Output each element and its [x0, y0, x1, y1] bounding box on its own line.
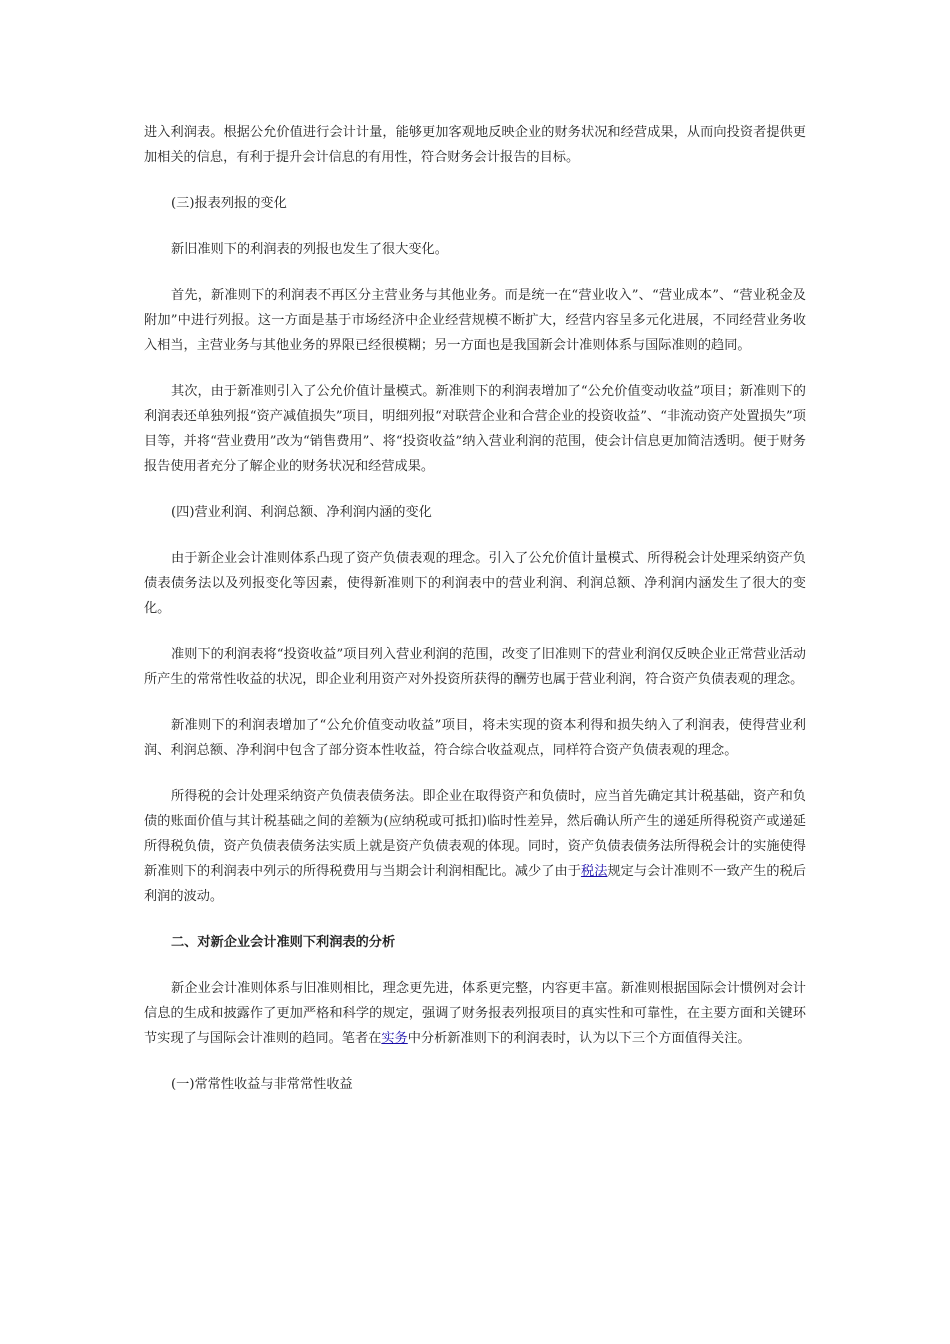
section-heading [144, 930, 806, 955]
document-page [144, 120, 806, 1118]
text-run: 所得税的会计处理采纳资产负债表债务法。即企业在取得资产和负债时，应当首先确定其计税基础，资产和负债的账面价值与其计税基础之间的差额为(应纳税或可抵扣)临时性差异，然后确认所产生的递延所得税资产或递延所得税负债，资产负债表债务法实质上就是资产负债表观的体现。同时，资产负债表债务法所得税会计的实施使得新准则下的利润表中列示的所得税费用与当期会计利润相配比。减少了由于 [144, 789, 806, 879]
text-run: 新企业会计准则体系与旧准则相比，理念更先进，体系更完整，内容更丰富。新准则根据国际会计惯例对会计信息的生成和披露作了更加严格和科学的规定，强调了财务报表列报项目的真实性和可靠性，在主要方面和关键环节实现了与国际会计准则的趋同。笔者在 [144, 981, 806, 1046]
text-run: (四)营业利润、利润总额、净利润内涵的变化 [171, 505, 432, 520]
body-paragraph [144, 379, 806, 479]
body-paragraph [144, 120, 806, 170]
text-run: (一)常常性收益与非常常性收益 [171, 1077, 353, 1092]
text-run: 新旧准则下的利润表的列报也发生了很大变化。 [171, 242, 448, 257]
body-paragraph [144, 546, 806, 621]
text-run: 中分析新准则下的利润表时，认为以下三个方面值得关注。 [407, 1031, 751, 1046]
text-run: 二、对新企业会计准则下利润表的分析 [171, 935, 396, 950]
body-paragraph [144, 283, 806, 358]
body-paragraph [144, 784, 806, 909]
section-heading [144, 191, 806, 216]
text-run: 首先，新准则下的利润表不再区分主营业务与其他业务。而是统一在“营业收入”、“营业成本”、“营业税金及附加”中进行列报。这一方面是基于市场经济中企业经营规模不断扩大，经营内容呈多元化进展，不同经营业务收入相当，主营业务与其他业务的界限已经很模糊；另一方面也是我国新会计准则体系与国际准则的趋同。 [144, 288, 806, 353]
section-heading [144, 500, 806, 525]
body-paragraph [144, 713, 806, 763]
text-run: 其次，由于新准则引入了公允价值计量模式。新准则下的利润表增加了“公允价值变动收益”项目；新准则下的利润表还单独列报“资产减值损失”项目，明细列报“对联营企业和合营企业的投资收益”、“非流动资产处置损失”项目等，并将“营业费用”改为“销售费用”、将“投资收益”纳入营业利润的范围，使会计信息更加简洁透明。便于财务报告使用者充分了解企业的财务状况和经营成果。 [144, 384, 806, 474]
text-run: 新准则下的利润表增加了“公允价值变动收益”项目，将未实现的资本利得和损失纳入了利润表，使得营业利润、利润总额、净利润中包含了部分资本性收益，符合综合收益观点，同样符合资产负债表观的理念。 [144, 718, 806, 758]
text-run: 由于新企业会计准则体系凸现了资产负债表观的理念。引入了公允价值计量模式、所得税会计处理采纳资产负债表债务法以及列报变化等因素，使得新准则下的利润表中的营业利润、利润总额、净利润内涵发生了很大的变化。 [144, 551, 806, 616]
text-run: 进入利润表。根据公允价值进行会计计量，能够更加客观地反映企业的财务状况和经营成果，从而向投资者提供更加相关的信息，有利于提升会计信息的有用性，符合财务会计报告的目标。 [144, 125, 806, 165]
practice-link[interactable]: 实务 [381, 1031, 408, 1046]
text-run: 准则下的利润表将“投资收益”项目列入营业利润的范围，改变了旧准则下的营业利润仅反映企业正常营业活动所产生的常常性收益的状况，即企业利用资产对外投资所获得的酬劳也属于营业利润，符合资产负债表观的理念。 [144, 647, 806, 687]
body-paragraph [144, 237, 806, 262]
section-heading [144, 1072, 806, 1097]
body-paragraph [144, 976, 806, 1051]
text-run: (三)报表列报的变化 [171, 196, 287, 211]
body-paragraph [144, 642, 806, 692]
text-run: 规定与会计准则不一致产生的税后利润的波动。 [144, 864, 806, 904]
tax-law-link[interactable]: 税法 [580, 864, 608, 879]
